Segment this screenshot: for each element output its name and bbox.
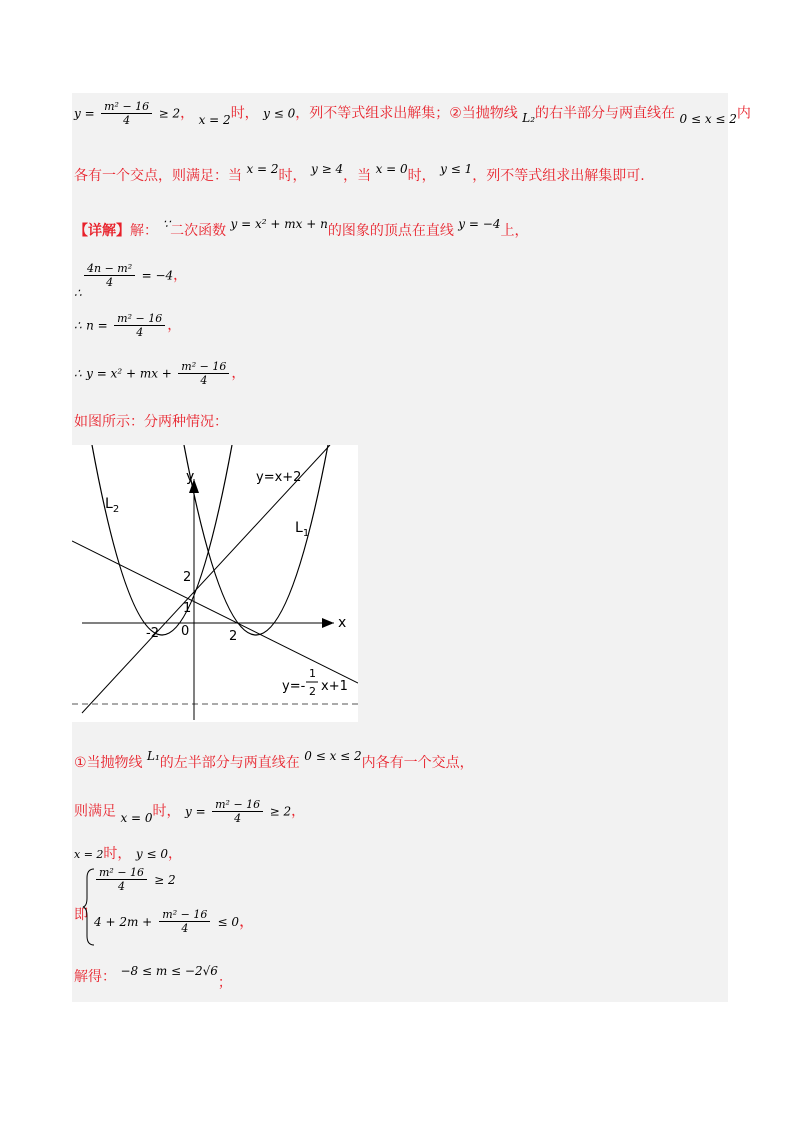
text: ，列不等式组求出解集即可. bbox=[472, 168, 645, 184]
text: ， bbox=[167, 317, 182, 334]
math-expr: x = 2 bbox=[198, 112, 231, 127]
inequality-row-1 bbox=[94, 866, 176, 893]
fraction-numerator: m² − 16 bbox=[159, 908, 210, 922]
x-axis-label: x bbox=[338, 615, 347, 631]
math-expr: 4 + 2m + bbox=[94, 915, 153, 929]
text: ， bbox=[291, 803, 306, 820]
text: ，列不等式组求出解集；②当抛物线 bbox=[295, 105, 518, 122]
fraction bbox=[84, 262, 135, 289]
text: ，当 bbox=[343, 168, 372, 184]
fraction bbox=[114, 312, 165, 339]
text: 时， bbox=[278, 168, 307, 184]
line-10 bbox=[74, 843, 182, 863]
fraction-denominator: 4 bbox=[106, 276, 114, 289]
figure-background bbox=[72, 445, 358, 722]
math-expr: x = 2 bbox=[246, 162, 279, 176]
fraction-numerator: 4n − m² bbox=[84, 262, 135, 276]
text: 各有一个交点，则满足：当 bbox=[74, 168, 242, 184]
math-expr: n = bbox=[86, 318, 108, 333]
fraction bbox=[96, 866, 147, 893]
text: 解： bbox=[130, 223, 158, 239]
fraction-numerator: m² − 16 bbox=[114, 312, 165, 326]
math-expr: 0 ≤ x ≤ 2 bbox=[304, 749, 362, 763]
math-expr: y = −4 bbox=[458, 217, 501, 231]
fraction-numerator: m² − 16 bbox=[178, 360, 229, 374]
text: 时， bbox=[152, 803, 181, 820]
line-2 bbox=[74, 162, 645, 185]
line-6 bbox=[74, 360, 245, 387]
fraction-denominator: 4 bbox=[123, 114, 131, 127]
text: 则满足 bbox=[74, 803, 116, 820]
l1-label: $L_1$ bbox=[295, 520, 310, 539]
line-5 bbox=[74, 312, 181, 339]
text: 的左半部分与两直线在 bbox=[159, 755, 300, 771]
because-symbol: ∵ bbox=[162, 217, 171, 231]
tick-label-y2: 2 bbox=[183, 570, 192, 585]
line-9 bbox=[74, 798, 305, 825]
fraction bbox=[178, 360, 229, 387]
text: ； bbox=[217, 975, 232, 991]
detail-tag: 【详解】 bbox=[74, 223, 130, 239]
line-8 bbox=[74, 749, 474, 772]
math-expr: y = x² + mx + n bbox=[230, 217, 328, 231]
text: 内各有一个交点， bbox=[361, 755, 474, 771]
line-2-label-den: 2 bbox=[309, 685, 316, 698]
math-expr: y = bbox=[74, 106, 95, 121]
text: 内 bbox=[736, 105, 751, 122]
therefore-symbol: ∴ bbox=[74, 366, 82, 381]
text: 时， bbox=[230, 105, 259, 122]
tick-label-xneg2: -2 bbox=[146, 626, 159, 641]
math-expr: x = 0 bbox=[120, 810, 153, 825]
text: 时， bbox=[407, 168, 436, 184]
line-4 bbox=[74, 262, 188, 300]
fraction bbox=[159, 908, 210, 935]
fraction-denominator: 4 bbox=[118, 880, 126, 893]
line-2-label-num: 1 bbox=[309, 667, 316, 680]
text: 解得： bbox=[74, 969, 116, 985]
fraction-numerator: m² − 16 bbox=[96, 866, 147, 880]
line-7: 如图所示：分两种情况： bbox=[74, 414, 228, 430]
math-expr: x = 0 bbox=[375, 162, 408, 176]
math-expr: ≥ 2 bbox=[269, 804, 292, 819]
math-expr: x = 2 bbox=[74, 848, 104, 861]
math-expr: y ≤ 0 bbox=[135, 847, 168, 861]
math-expr: ≤ 0 bbox=[217, 915, 239, 929]
fraction bbox=[101, 100, 152, 127]
fraction-denominator: 4 bbox=[136, 326, 144, 339]
y-axis-label: y bbox=[186, 469, 195, 485]
line-1 bbox=[74, 100, 751, 127]
fraction-denominator: 4 bbox=[234, 812, 242, 825]
line-3 bbox=[74, 217, 529, 240]
fraction-denominator: 4 bbox=[200, 374, 208, 387]
math-expr: −8 ≤ m ≤ −2√6 bbox=[120, 964, 218, 978]
l2-label: $L_2$ bbox=[105, 496, 120, 515]
therefore-symbol: ∴ bbox=[74, 286, 82, 300]
math-expr: y ≤ 1 bbox=[440, 162, 473, 176]
brace-path bbox=[83, 869, 94, 945]
text: 时， bbox=[103, 846, 132, 862]
text: 的右半部分与两直线在 bbox=[535, 105, 676, 122]
text: ， bbox=[180, 105, 195, 122]
text: 二次函数 bbox=[170, 223, 227, 239]
text: ， bbox=[173, 267, 188, 284]
line-12 bbox=[74, 964, 232, 991]
text: ①当抛物线 bbox=[74, 755, 143, 771]
math-expr: = −4 bbox=[141, 268, 174, 283]
therefore-symbol: ∴ bbox=[74, 318, 82, 333]
text: ， bbox=[167, 846, 182, 862]
math-expr: y ≤ 0 bbox=[263, 106, 296, 121]
math-expr: y = x² + mx + bbox=[86, 366, 172, 381]
text: 上， bbox=[500, 223, 529, 239]
text: ， bbox=[238, 911, 255, 930]
math-expr: L₁ bbox=[147, 749, 160, 763]
text: 的图象的顶点在直线 bbox=[327, 223, 454, 239]
math-expr: ≥ 2 bbox=[158, 106, 181, 121]
math-expr: ≥ 2 bbox=[154, 873, 176, 887]
line-2-label-suffix: x+1 bbox=[321, 679, 348, 694]
math-expr: y = bbox=[185, 804, 206, 819]
tick-label-y1: 1 bbox=[183, 601, 192, 616]
inequality-system bbox=[74, 866, 274, 946]
tick-label-x2: 2 bbox=[229, 629, 238, 644]
math-expr: L₂ bbox=[522, 110, 536, 125]
inequality-row-2 bbox=[94, 908, 255, 935]
fraction bbox=[212, 798, 263, 825]
line-2-label-prefix: y=- bbox=[282, 679, 306, 694]
origin-label: 0 bbox=[181, 624, 190, 639]
math-expr: 0 ≤ x ≤ 2 bbox=[679, 111, 737, 126]
parabola-figure bbox=[72, 445, 358, 722]
line-y-x-plus-2-label: y=x+2 bbox=[256, 470, 302, 485]
fraction-numerator: m² − 16 bbox=[101, 100, 152, 114]
math-expr: y ≥ 4 bbox=[311, 162, 344, 176]
text: 即 bbox=[74, 907, 88, 923]
fraction-denominator: 4 bbox=[181, 922, 189, 935]
fraction-numerator: m² − 16 bbox=[212, 798, 263, 812]
text: ， bbox=[231, 365, 246, 382]
